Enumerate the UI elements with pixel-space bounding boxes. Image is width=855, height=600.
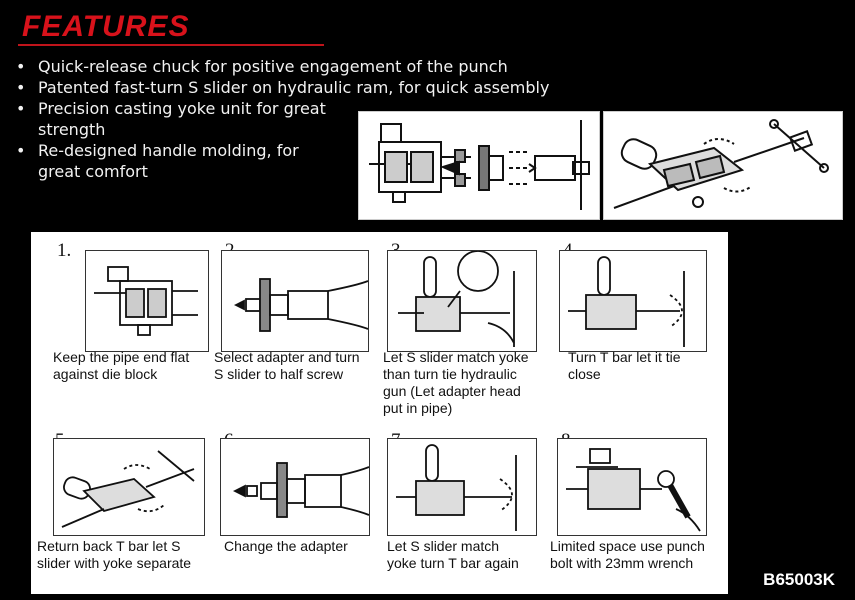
step-caption: Limited space use punch bolt with 23mm wrench <box>550 538 705 571</box>
step-caption: Let S slider match yoke turn T bar again <box>387 538 519 571</box>
bullet-icon: • <box>16 78 26 97</box>
feature-item: • Precision casting yoke unit for great strength <box>16 99 326 139</box>
bullet-icon: • <box>16 57 26 76</box>
step-illustration <box>221 250 369 352</box>
step-illustration <box>387 250 537 352</box>
assembly-diagram <box>358 111 600 220</box>
feature-item: • Re-designed handle molding, for great comfort <box>16 141 299 181</box>
perspective-diagram <box>603 111 843 220</box>
product-code: B65003K <box>763 570 835 589</box>
step-illustration <box>387 438 537 536</box>
step-illustration <box>85 250 209 352</box>
step-illustration <box>559 250 707 352</box>
title-underline <box>18 44 324 46</box>
bullet-icon: • <box>16 99 26 118</box>
step-number: 1. <box>57 240 72 261</box>
step-caption: Let S slider match yoke than turn tie hydraulic gun (Let adapter head put in pipe) <box>383 349 529 416</box>
step-illustration <box>557 438 707 536</box>
step-caption: Keep the pipe end flat against die block <box>53 349 190 382</box>
step-caption: Return back T bar let S slider with yoke separate <box>37 538 192 571</box>
bullet-icon: • <box>16 141 26 160</box>
step-caption: Select adapter and turn S slider to half screw <box>214 349 360 382</box>
feature-item: • Patented fast-turn S slider on hydraulic ram, for quick assembly <box>16 78 550 97</box>
step-illustration <box>53 438 205 536</box>
features-title: FEATURES <box>22 10 190 43</box>
feature-item: • Quick-release chuck for positive engagement of the punch <box>16 57 508 76</box>
step-caption: Change the adapter <box>224 538 348 554</box>
instructions-panel <box>31 232 728 594</box>
step-illustration <box>220 438 370 536</box>
step-caption: Turn T bar let it tie close <box>568 349 681 382</box>
